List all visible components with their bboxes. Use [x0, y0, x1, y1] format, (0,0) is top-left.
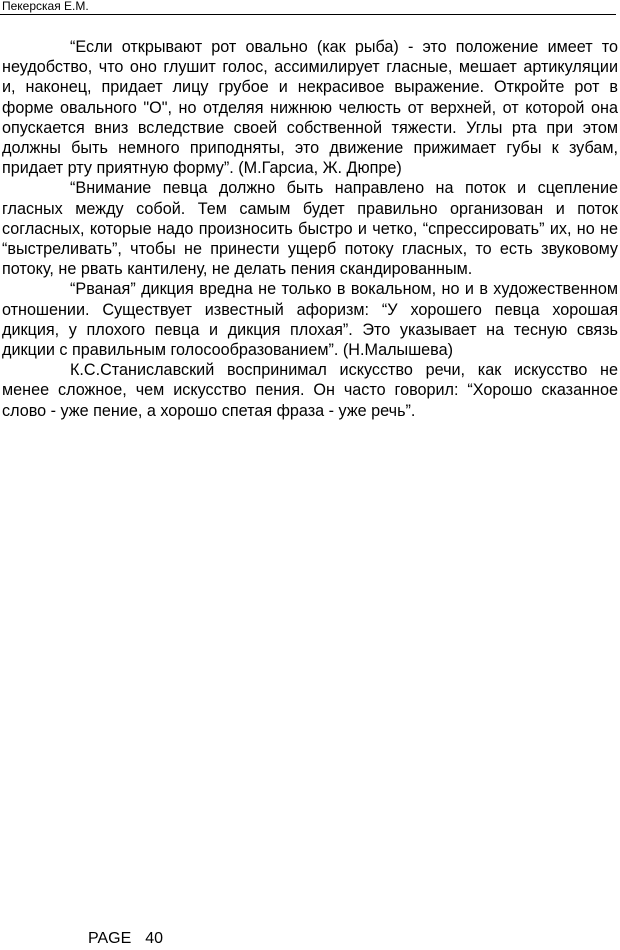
- paragraph-garcia-quote: “Если открывают рот овально (как рыба) - это положение имеет то неудобство, что оно глушит голос, ассимилирует гласные, мешает артикуляции и, наконец, придает лицу грубое и некрасивое выражение. Откройте рот в форме овального "О", но отделяя нижнюю челюсть от верхней, от которой она опускается вниз вследствие своей собственной тяжести. Углы рта при этом должны быть немного приподняты, это движение прижимает губы к зубам, придает рту приятную форму”. (М.Гарсиа, Ж. Дюпре): [2, 38, 618, 178]
- page-label: PAGE: [88, 930, 132, 947]
- paragraph-vowel-flow: “Внимание певца должно быть направлено на поток и сцепление гласных между собой. Тем самым будет правильно организован и поток согласных, которые надо произносить быстро и четко, “спрессировать” их, но не “выстреливать”, чтобы не принести ущерб потоку гласных, то есть звуковому потоку, не рвать кантилену, не делать пения скандированным.: [2, 179, 618, 279]
- document-body: [2, 37, 618, 421]
- page-number: 40: [145, 930, 164, 947]
- paragraph-stanislavsky: К.С.Станиславский воспринимал искусство речи, как искусство не менее сложное, чем искусство пения. Он часто говорил: “Хорошо сказанное слово - уже пение, а хорошо спетая фраза - уже речь”.: [2, 361, 618, 420]
- header-author: Пекерская Е.М.: [2, 0, 89, 13]
- page-footer: [88, 930, 163, 948]
- page-header: [0, 0, 616, 15]
- paragraph-malysheva-quote: “Рваная” дикция вредна не только в вокальном, но и в художественном отношении. Существует известный афоризм: “У хорошего певца хорошая дикция, у плохого певца и дикция плохая”. Это указывает на тесную связь дикции с правильным голосообразованием”. (Н.Малышева): [2, 280, 618, 360]
